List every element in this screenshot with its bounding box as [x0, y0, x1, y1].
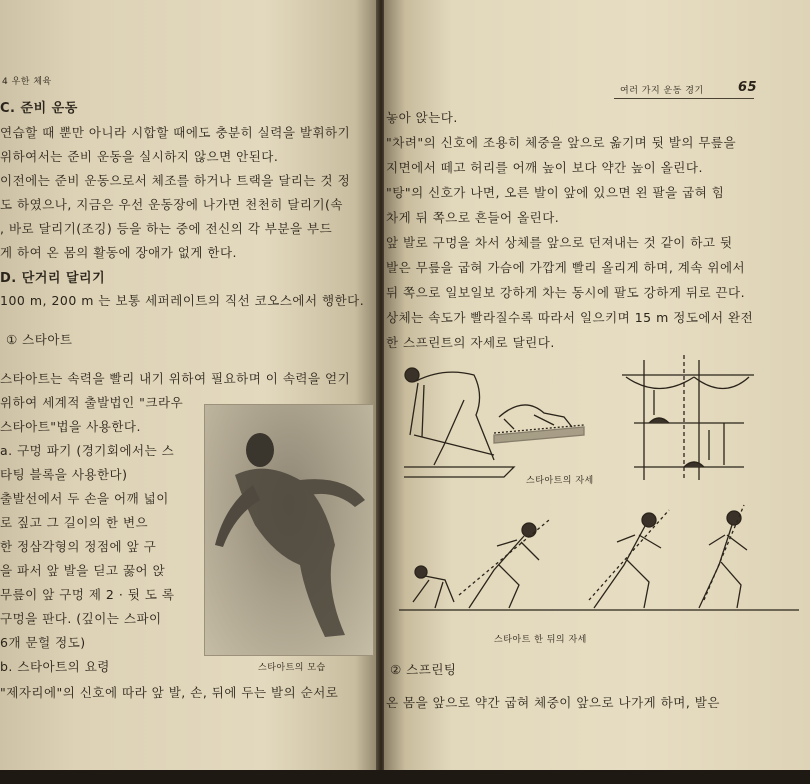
- right-page: [384, 0, 810, 784]
- body-line: 스타아트는 속력을 빨리 내기 위하여 필요하며 이 속력을 얻기: [0, 371, 351, 386]
- body-line: 한 정삼각형의 정점에 앞 구: [0, 539, 157, 554]
- body-line: 위하여 세계적 출발법인 "크라우: [0, 395, 184, 410]
- body-line: 차게 뒤 쪽으로 흔들어 올린다.: [386, 210, 560, 225]
- sprinter-photo-figure: [205, 405, 373, 655]
- body-line: 100 m, 200 m 는 보통 세퍼레이트의 직선 코오스에서 행한다.: [0, 293, 365, 308]
- body-line: 한 스프린트의 자세로 달린다.: [386, 335, 555, 350]
- body-line: 타팅 블록을 사용한다): [0, 467, 128, 482]
- body-line: , 바로 달리기(조깅) 등을 하는 중에 전신의 각 부분을 부드: [0, 221, 333, 236]
- right-running-header: 여러 가지 운동 경기: [620, 86, 704, 96]
- body-line: 위하여서는 준비 운동을 실시하지 않으면 안된다.: [0, 149, 279, 164]
- body-line: 을 파서 앞 발을 딛고 꿇어 앉: [0, 563, 166, 578]
- body-line: "제자리에"의 신호에 따라 앞 발, 손, 뒤에 두는 발의 순서로: [0, 685, 339, 700]
- body-line: 지면에서 떼고 허리를 어깨 높이 보다 약간 높이 올린다.: [386, 160, 703, 175]
- body-line: 앞 발로 구멍을 차서 상체를 앞으로 던져내는 것 같이 하고 뒷: [386, 235, 733, 250]
- left-page: [0, 0, 378, 784]
- after-start-sequence-illustration: [399, 490, 799, 620]
- body-line: 발은 무릎을 굽혀 가슴에 가깝게 빨리 올리게 하며, 계속 위에서: [386, 260, 746, 275]
- body-line: 상체는 속도가 빨라질수록 따라서 일으키며 15 m 정도에서 완전: [386, 310, 754, 325]
- body-line: 6개 문헐 정도): [0, 635, 86, 650]
- body-line: 도 하였으나, 지금은 우선 운동장에 나가면 천천히 달리기(속: [0, 197, 343, 212]
- subsection-start-heading: ① 스타아트: [6, 332, 73, 347]
- start-posture-illustration: [404, 355, 784, 485]
- page-number: 65: [738, 80, 758, 95]
- body-line: 뒤 쪽으로 일보일보 강하게 차는 동시에 팔도 강하게 뒤로 끈다.: [386, 285, 746, 300]
- body-line: 연습할 때 뿐만 아니라 시합할 때에도 충분히 실력을 발휘하기: [0, 125, 351, 140]
- body-line: 스타아트"법을 사용한다.: [0, 419, 141, 434]
- photo-caption: 스타아트의 모습: [258, 663, 326, 673]
- body-line: "차려"의 신호에 조용히 체중을 앞으로 옮기며 뒷 발의 무릎을: [386, 135, 737, 150]
- subsection-sprinting-heading: ② 스프린팅: [390, 662, 457, 677]
- body-line: "탕"의 신호가 나면, 오른 발이 앞에 있으면 왼 팔을 굽혀 힘: [386, 185, 725, 200]
- crouch-start-photo: [204, 404, 374, 656]
- header-rule: [614, 98, 754, 99]
- body-line: 출발선에서 두 손을 어깨 넓이: [0, 491, 169, 506]
- figure2-caption: 스타아트 한 뒤의 자세: [494, 635, 587, 645]
- section-c-heading: C. 준비 운동: [0, 101, 78, 116]
- body-line: 이전에는 준비 운동으로서 체조를 하거나 트랙을 달리는 것 정: [0, 173, 351, 188]
- item-a-heading: a. 구멍 파기 (경기회에서는 스: [0, 443, 175, 458]
- book-bottom-edge: [0, 770, 810, 784]
- body-line: 놓아 앉는다.: [386, 110, 458, 125]
- body-line: 구멍을 판다. (깊이는 스파이: [0, 611, 162, 626]
- body-line: 온 몸을 앞으로 약간 굽혀 체중이 앞으로 나가게 하며, 발은: [386, 695, 720, 710]
- body-line: 무릎이 앞 구멍 제 2 · 뒷 도 록: [0, 587, 175, 602]
- figure1-caption: 스타아트의 자세: [526, 476, 594, 486]
- section-d-heading: D. 단거리 달리기: [0, 271, 106, 286]
- left-running-header: 4 우한 체육: [2, 77, 52, 87]
- item-b-heading: b. 스타아트의 요령: [0, 659, 110, 674]
- body-line: 로 짚고 그 길이의 한 변으: [0, 515, 149, 530]
- body-line: 게 하여 온 몸의 활동에 장애가 없게 한다.: [0, 245, 237, 260]
